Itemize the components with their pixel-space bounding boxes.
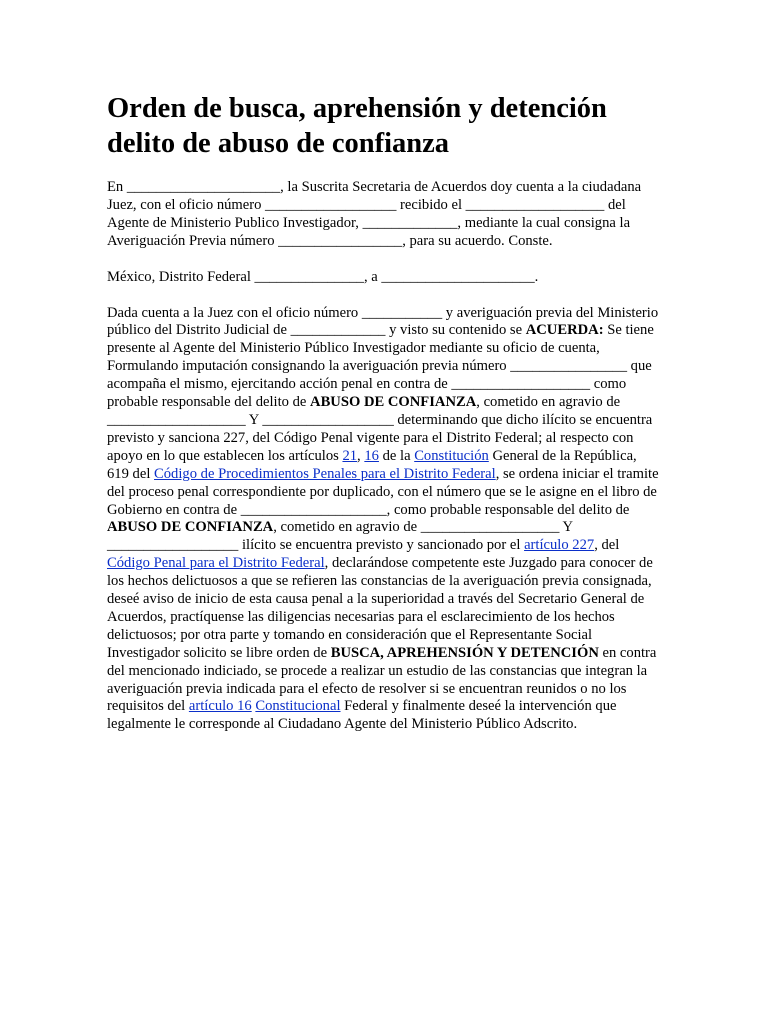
paragraph-text: de la xyxy=(378,447,415,464)
paragraph-text: , declarándose competente este Juzgado para conocer de los hechos delictuosos a que se refieren las constancias de la averiguación previa consignada, deseé aviso de inicio de esta causa penal a la superioridad a través del Secretario General de Acuerdos, practíquense las diligencias necesarias para el esclarecimiento de los hechos delictuosos; por otra parte y tomando en consideración que el Representante Social Investigador solicito se libre orden de xyxy=(107,555,653,661)
paragraph-text: , cometido en agravio de ___________________ Y __________________ determinando que dicho ilícito se encuentra previsto y sanciona 227, del Código Penal vigente para el Distrito Federal; al respecto con apoyo en lo que establecen los artículos xyxy=(107,394,653,464)
link-articulo-21[interactable]: 21 xyxy=(342,447,358,464)
link-articulo-16[interactable]: 16 xyxy=(364,447,379,464)
paragraph-text: en contra del mencionado indiciado, se procede a realizar un estudio de las constancias que integran la averiguación previa indicada para el efecto de resolver si se encuentran reunidos o no los requisitos del xyxy=(107,644,657,715)
paragraph-text: General de la República, 619 del xyxy=(107,447,637,482)
paragraph-place-date: México, Distrito Federal _______________, a _____________________. xyxy=(107,268,539,285)
link-constitucion[interactable]: Constitución xyxy=(414,447,489,464)
link-articulo-16-constitucional[interactable]: artículo 16 xyxy=(188,698,252,715)
paragraph-text: , del xyxy=(594,537,620,554)
bold-text: ABUSO DE CONFIANZA xyxy=(310,394,477,411)
document-page xyxy=(107,92,662,734)
paragraph-text: Federal y finalmente deseé la intervención que legalmente le corresponde al Ciudadano Agente del Ministerio Público Adscrito. xyxy=(107,698,617,733)
bold-text: BUSCA, APREHENSIÓN Y DETENCIÓN xyxy=(330,644,599,661)
link-articulo-227[interactable]: artículo 227 xyxy=(524,537,595,554)
paragraph-text: , cometido en agravio de ___________________ Y __________________ ilícito se encuentra previsto y sancionado por el xyxy=(107,519,573,554)
paragraph-text: Se tiene presente al Agente del Ministerio Público Investigador mediante su oficio de cuenta, Formulando imputación consignando la averiguación previa número ________________ que acompaña el mismo, ejercitando acción penal en contra de ___________________ como probable responsable del delito de xyxy=(107,322,654,411)
paragraph-intro: En _____________________, la Suscrita Secretaria de Acuerdos doy cuenta a la ciudadana Juez, con el oficio número __________________ recibido el ___________________ del Agente de Ministerio Publico Investigador, _____________, mediante la cual consigna la Averiguación Previa número _________________, para su acuerdo. Conste. xyxy=(107,179,642,249)
link-codigo-procedimientos-penales[interactable]: Código de Procedimientos Penales para el Distrito Federal xyxy=(154,465,496,482)
bold-text: ABUSO DE CONFIANZA xyxy=(107,519,274,536)
link-constitucional[interactable]: Constitucional xyxy=(255,698,341,715)
paragraph-text: Dada cuenta a la Juez con el oficio número ___________ y averiguación previa del Ministerio público del Distrito Judicial de _____________ y visto su contenido se xyxy=(107,304,659,339)
bold-text: ACUERDA: xyxy=(525,322,604,339)
paragraph-text: , se ordena iniciar el tramite del proceso penal correspondiente por duplicado, con el número que se le asigne en el libro de Gobierno en contra de ____________________, como probable responsable del delito de xyxy=(107,465,659,518)
paragraph-acuerdo xyxy=(107,305,662,735)
document-title: Orden de busca, aprehensión y detención delito de abuso de confianza xyxy=(107,93,607,159)
paragraph-text: , xyxy=(357,447,365,464)
link-codigo-penal[interactable]: Código Penal para el Distrito Federal xyxy=(107,555,325,572)
